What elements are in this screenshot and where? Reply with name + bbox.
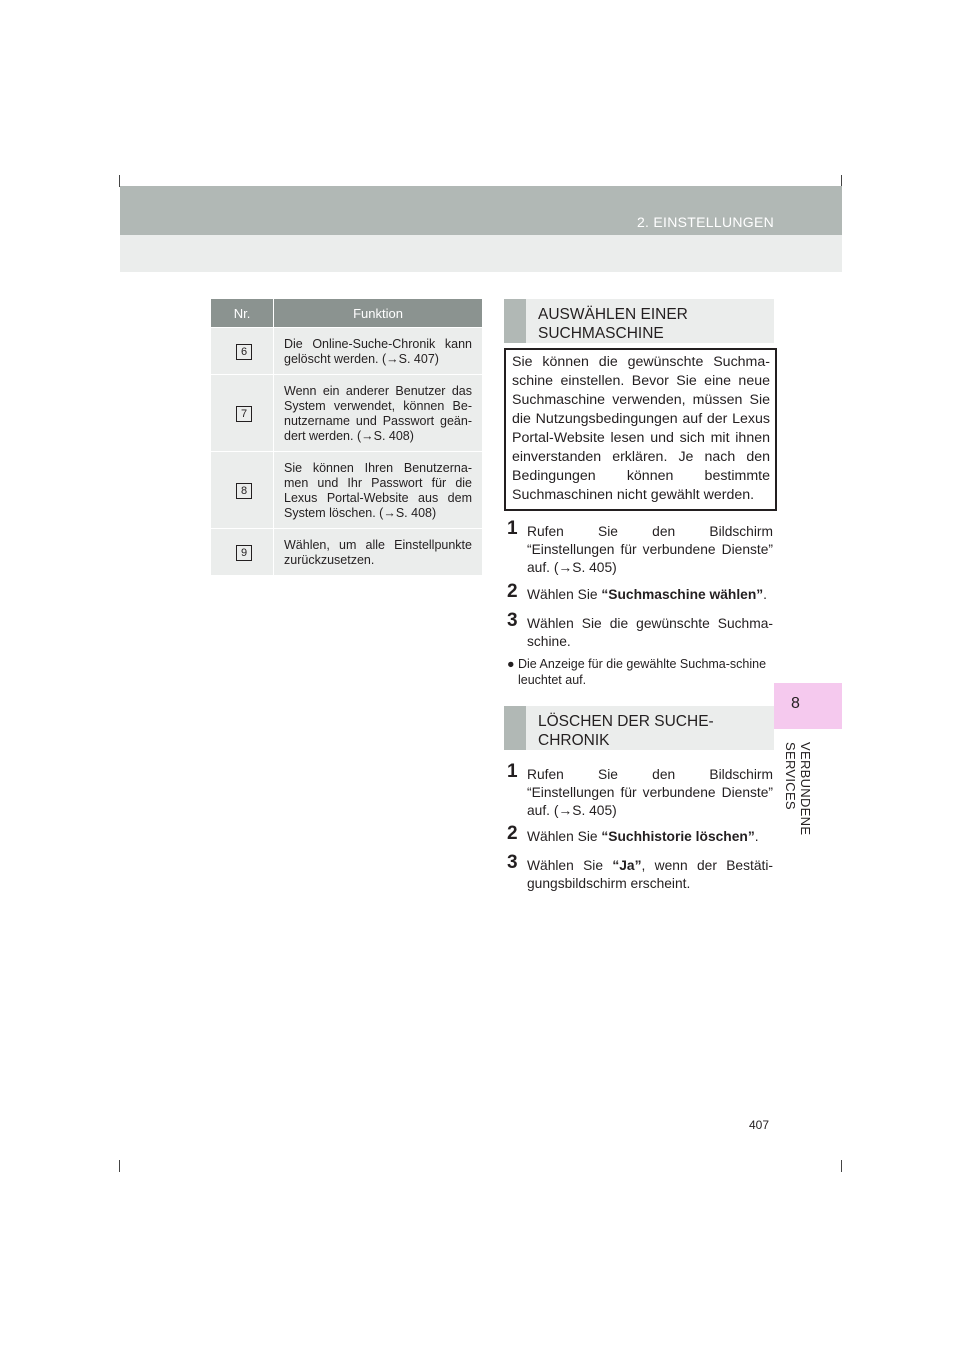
heading-marker xyxy=(504,706,526,750)
step-text-end: . xyxy=(763,587,768,602)
step-number: 2 xyxy=(507,823,518,844)
heading-marker xyxy=(504,299,526,343)
table-row xyxy=(211,528,482,575)
step-text: Wählen Sie xyxy=(527,587,602,602)
heading-line: SUCHMASCHINE xyxy=(538,325,664,342)
step-number: 2 xyxy=(507,581,518,602)
table-row xyxy=(211,374,482,451)
header-subbar xyxy=(120,235,842,272)
step-text: Rufen Sie den Bildschirm “Einstellungen für verbundene Dienste” auf. (→S. 405) xyxy=(527,767,773,818)
heading-line: CHRONIK xyxy=(538,732,610,749)
step-number: 3 xyxy=(507,610,518,631)
chapter-number: 8 xyxy=(791,695,800,712)
step-button-label: “Ja” xyxy=(612,858,642,873)
chapter-tab xyxy=(774,683,842,729)
step-text: Rufen Sie den Bildschirm “Einstellungen für verbundene Dienste” auf. (→S. 405) xyxy=(527,524,773,575)
section-header-title: 2. EINSTELLUNGEN xyxy=(636,214,774,230)
section-heading-search-engine xyxy=(504,299,774,343)
row-number-box: 6 xyxy=(236,344,252,360)
crop-mark xyxy=(841,1160,842,1172)
row-number-box: 9 xyxy=(236,545,252,561)
note-item xyxy=(507,656,773,688)
row-text: Die Online-Suche-Chronik kann gelöscht werden. (→S. 407) xyxy=(273,328,482,374)
step-item xyxy=(507,610,773,651)
step-item xyxy=(507,761,773,820)
heading-line: AUSWÄHLEN EINER xyxy=(538,306,688,323)
row-text: Wählen, um alle Einstellpunkte zurückzusetzen. xyxy=(273,529,482,575)
crop-mark xyxy=(119,1160,120,1172)
step-button-label: “Suchmaschine wählen” xyxy=(601,587,764,602)
chapter-side-label: VERBUNDENE SERVICES xyxy=(783,742,813,836)
step-number: 3 xyxy=(507,852,518,873)
function-table xyxy=(211,299,482,575)
table-header xyxy=(211,299,482,327)
step-text: Wählen Sie xyxy=(527,829,602,844)
table-row xyxy=(211,327,482,374)
row-text: Wenn ein anderer Benutzer das System verwendet, können Be-nutzername und Passwort geän-dert werden. (→S. 408) xyxy=(273,375,482,451)
page-number: 407 xyxy=(749,1118,770,1132)
table-row xyxy=(211,451,482,528)
bullet-icon: ● xyxy=(507,657,515,671)
header-bar xyxy=(120,186,842,235)
header-nr: Nr. xyxy=(233,305,251,321)
step-text: Wählen Sie die gewünschte Suchma-schine. xyxy=(527,616,773,649)
section-heading-delete-history xyxy=(504,706,774,750)
heading-line: LÖSCHEN DER SUCHE- xyxy=(538,713,714,730)
header-funktion: Funktion xyxy=(273,299,482,327)
step-number: 1 xyxy=(507,518,518,539)
row-number-box: 8 xyxy=(236,483,252,499)
step-number: 1 xyxy=(507,761,518,782)
note-text: Die Anzeige für die gewählte Suchma-schine leuchtet auf. xyxy=(518,657,767,687)
info-box: Sie können die gewünschte Suchma-schine einstellen. Bevor Sie eine neue Suchmaschine verwenden, müssen Sie die Nutzungsbedingungen auf der Lexus Portal-Website lesen und sich mit ihnen einverstanden erklären. Je nach den Bedingungen können bestimmte Suchmaschinen nicht gewählt werden. xyxy=(504,348,777,511)
step-text-end: . xyxy=(754,829,759,844)
step-item xyxy=(507,581,773,604)
step-text: Wählen Sie xyxy=(527,858,613,873)
row-number-box: 7 xyxy=(236,406,252,422)
step-item xyxy=(507,518,773,577)
row-text: Sie können Ihren Benutzerna-men und Ihr Passwort für die Lexus Portal-Website aus dem System löschen. (→S. 408) xyxy=(273,452,482,528)
step-text-end: , wenn der Bestäti-gungsbildschirm erscheint. xyxy=(527,858,773,891)
step-item xyxy=(507,852,773,893)
step-button-label: “Suchhistorie löschen” xyxy=(601,829,755,844)
step-item xyxy=(507,823,773,846)
